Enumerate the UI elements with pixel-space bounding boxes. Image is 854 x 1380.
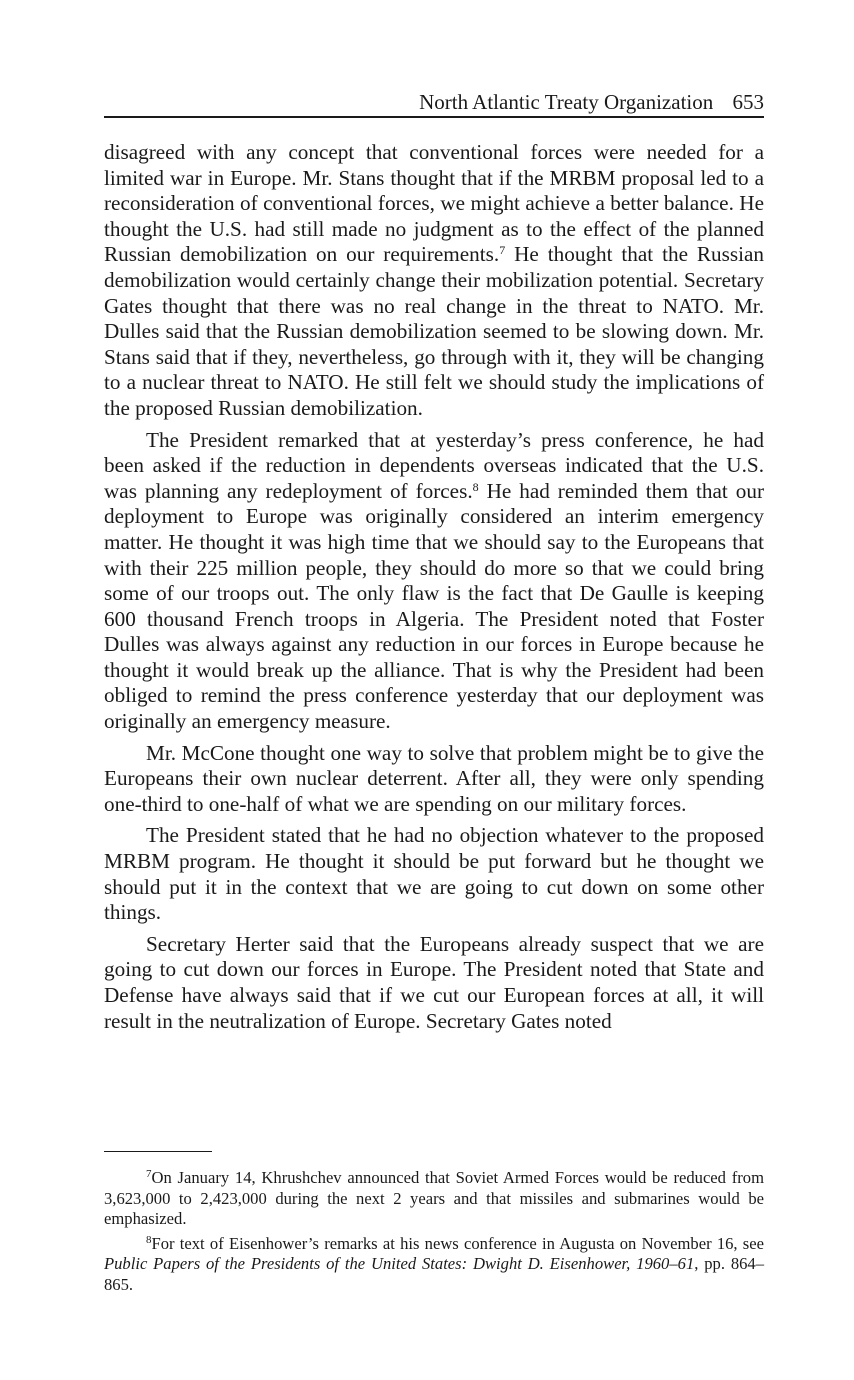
footnote-ref-8[interactable]: 8	[472, 479, 479, 494]
paragraph-1	[104, 140, 764, 422]
footnote-7	[104, 1168, 764, 1230]
header-title: North Atlantic Treaty Organization	[419, 90, 714, 114]
paragraph-1-continued: He thought that the Russian demobilization would certainly change their mobilization potential. Secretary Gates thought that there was no real change in the threat to NATO. Mr. Dulles said that the Russian demobilization seemed to be slowing down. Mr. Stans said that if they, nevertheless, go through with it, they will be changing to a nuclear threat to NATO. He still felt we should study the implications of the proposed Russian demobilization.	[104, 242, 764, 420]
footnote-7-text: On January 14, Khrushchev announced that Soviet Armed Forces would be reduced from 3,623,000 to 2,423,000 during the next 2 years and that missiles and submarines would be emphasized.	[104, 1168, 764, 1228]
footnote-ref-7[interactable]: 7	[499, 243, 506, 258]
paragraph-3: Mr. McCone thought one way to solve that problem might be to give the Europeans their own nuclear deterrent. After all, they were only spending one-third to one-half of what we are spending on our military forces.	[104, 740, 764, 816]
footnote-8-text: For text of Eisenhower’s remarks at his news conference in Augusta on November 16, see	[151, 1233, 764, 1253]
footnote-7-number: 7	[146, 1168, 152, 1180]
footnote-8	[104, 1234, 764, 1296]
footnote-8-pages: , pp. 864–865.	[104, 1254, 765, 1294]
header-content	[419, 90, 764, 114]
footnote-8-number: 8	[146, 1233, 152, 1246]
paragraph-2-continued: He had reminded them that our deployment to Europe was originally considered an interim emergency matter. He thought it was high time that we should say to the Europeans that with their 225 million people, they should do more so that we could bring some of our troops out. The only flaw is the fact that De Gaulle is keeping 600 thousand French troops in Algeria. The President noted that Foster Dulles was always against any reduction in our forces in Europe because he thought it would break up the alliance. That is why the President had been obliged to remind the press conference yesterday that our deployment was originally an emergency measure.	[104, 478, 764, 734]
footnote-8-citation-title: Public Papers of the Presidents of the United States: Dwight D. Eisenhower, 1960–61	[104, 1254, 695, 1273]
page-number: 653	[732, 90, 764, 114]
paragraph-1-text: disagreed with any concept that conventional forces were needed for a limited war in Europe. Mr. Stans thought that if the MRBM proposal led to a reconsideration of conventional forces, we might achieve a better balance. He thought the U.S. had still made no judgment as to the effect of the planned Russian demobilization on our requirements.	[104, 140, 764, 267]
footnote-divider	[104, 1151, 212, 1152]
footnotes	[104, 1168, 764, 1299]
paragraph-2	[104, 428, 764, 735]
running-header	[104, 86, 764, 118]
paragraph-4: The President stated that he had no objection whatever to the proposed MRBM program. He thought it should be put forward but he thought we should put it in the context that we are going to cut down on some other things.	[104, 823, 764, 925]
paragraph-2-text: The President remarked that at yesterday’s press conference, he had been asked if the reduction in dependents overseas indicated that the U.S. was planning any redeployment of forces.	[104, 427, 764, 503]
paragraph-5: Secretary Herter said that the Europeans already suspect that we are going to cut down our forces in Europe. The President noted that State and Defense have always said that if we cut our European forces at all, it will result in the neutralization of Europe. Secretary Gates noted	[104, 931, 764, 1033]
body-text	[104, 140, 764, 1040]
